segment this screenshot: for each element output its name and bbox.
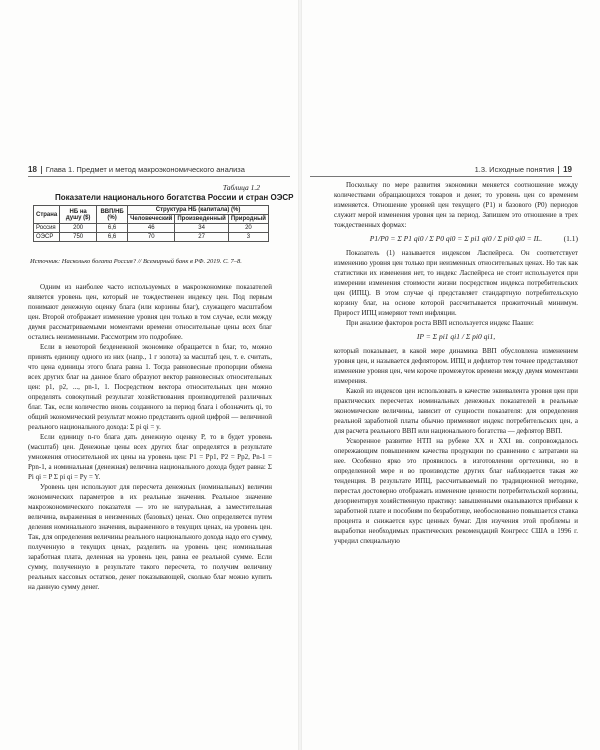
separator-bar xyxy=(558,166,559,174)
right-page xyxy=(300,0,600,750)
table-header: ВВП/НБ (%) xyxy=(97,206,128,224)
wealth-table xyxy=(33,205,269,242)
table-cell: ОЭСР xyxy=(34,233,60,242)
table-title: Показатели национального богатства России и стран ОЭСР xyxy=(55,193,294,202)
table-cell: 46 xyxy=(128,224,175,233)
table-row xyxy=(34,233,269,242)
paragraph: Ускоренное развитие НТП на рубеже XX и XXI вв. сопровождалось опережающим повышением качества продукции по сравнению с затратами на нее. Особенно ярко это проявилось в изготовлении оргтехники, но в определенной мере и во производстве других благ наблюдается такая же тенденция. В результате ИПЦ, рассчитываемый по традиционной методике, перестал достоверно отображать изменение ценности потребительской корзины, дезориентируя хозяйственную практику: завышенными оказываются прибавки к заработной плате и пособиям по безработице, необоснованно повышается ставка процента и снижается курс ценных бумаг. Для изучения этой проблемы и выработки необходимых практических рекомендаций Конгресс США в 1996 г. учредил специальную xyxy=(334,437,578,545)
table-subheader: Произведенный xyxy=(175,215,228,224)
table-cell: 70 xyxy=(128,233,175,242)
table-cell: 750 xyxy=(60,233,97,242)
table-subheader: Природный xyxy=(228,215,268,224)
paragraph: При анализе факторов роста ВВП используется индекс Пааше: xyxy=(346,319,534,327)
formula-text: P1/P0 = Σ P1 qi0 / Σ P0 qi0 = Σ pi1 qi0 / Σ pi0 qi0 = IL. xyxy=(369,234,543,243)
right-running-head xyxy=(310,165,572,177)
formula-text: IP = Σ pi1 qi1 / Σ pi0 qi1, xyxy=(416,332,496,341)
paragraph: Если единицу n-го блага дать денежную оценку P, то в будет уровень (масштаб) цен. Денежные цены всех других благ определятся в результате умножения относительной их цены на уровень цен: P1 = Pp1, P2 = Pp2, Pn-1 = Ppn-1, а номинальная (денежная) величина национального дохода будет равна: Σ Pi qi = P Σ pi qi = Py = Y. xyxy=(28,433,272,481)
right-body-text xyxy=(334,180,578,546)
table-subheader: Человеческий xyxy=(128,215,175,224)
left-running-head xyxy=(28,165,290,177)
table-cell: 3 xyxy=(228,233,268,242)
table-header: НБ на душу ($) xyxy=(60,206,97,224)
table-cell: 20 xyxy=(228,224,268,233)
paragraph: Уровень цен используют для пересчета денежных (номинальных) величин экономических параметров в их реальные значения. Реальное значение макроэкономического показателя — это не натуральная, а заместительная величина, выраженная в неизменных (базовых) ценах. Оно определяется путем деления номинального значения, выраженного в текущих ценах, на уровень цен. Так, для определения величины реального национального дохода надо его сумму, полученную в текущих ценах, разделить на уровень цен; номинальная заработная плата, деленная на уровень цен, равна ее реальной сумме. Если сумму, полученную в результате такого пересчета, то получим величину реальных кассовых остатков, денег показывающей, сколько благ можно купить на данную сумму денег. xyxy=(28,483,272,591)
paasche-formula xyxy=(334,332,578,342)
table-cell: 27 xyxy=(175,233,228,242)
table-cell: 34 xyxy=(175,224,228,233)
left-body-text xyxy=(28,282,272,592)
section-title: 1.3. Исходные понятия xyxy=(474,165,555,174)
table-row xyxy=(34,224,269,233)
table-cell: 6,6 xyxy=(97,224,128,233)
separator-bar xyxy=(41,166,42,174)
table-header: Структура НБ (капитала) (%) xyxy=(128,206,269,215)
paragraph: Показатель (1) называется индексом Ласпейреса. Он соответствует изменению уровня цен только при неизменных относительных ценах. Но так как статистики их изменения нет, то индекс Ласпейреса не стоит используется при измерении изменения стоимости жизни посредством индекса потребительских цен (ИПЦ). В этом случае qi представляет стандартную потребительскую корзину благ, на основе которой рассчитывается прожиточный минимум. Прирост ИПЦ измеряют темп инфляции. xyxy=(334,249,578,317)
paragraph: Поскольку по мере развития экономики меняется соотношение между количествами обращающихся товаров и денег, то уровень цен со временем изменяется. Отношение уровней цен текущего (P1) и базового (P0) периодов служит мерой изменения уровня цен за период. Запишем это отношение в трех тождественных формах: xyxy=(334,181,578,229)
right-page-number: 19 xyxy=(563,165,572,174)
table-cell: Россия xyxy=(34,224,60,233)
table-header-row xyxy=(34,206,269,215)
table-caption: Таблица 1.2 xyxy=(222,183,260,192)
paragraph: Какой из индексов цен использовать в качестве эквивалента уровня цен при практических пересчетах номинальных денежных показателей в реальные экономические величины, зависит от сущности показателя: для определения реальной заработной платы обычно применяют индекс потребительских цен, а для расчета реального ВВП или национального богатства — дефлятор ВВП. xyxy=(334,387,578,435)
paragraph: Одним из наиболее часто используемых в макроэкономике показателей является уровень цен, который не тождественен индексу цен. Под первым понимают денежную оценку блага (или корзины благ), служащего масштабом цен. Второй отображает изменение уровня цен только в том случае, если между двумя рассматриваемыми моментами времени относительные цены всех благ остались неизменными. Рассмотрим это подробнее. xyxy=(28,283,272,341)
table-cell: 6,6 xyxy=(97,233,128,242)
paragraph: Если в некоторой безденежной экономике обращается n благ, то, можно принять единицу одного из них (напр., 1 г золота) за масштаб цен, т. е. считать, что цена единицы этого блага равна 1. Тогда равновесные пропорции обмена всех других благ на данное благо образуют вектор равновесных относительных цен: p1, p2, ..., pn-1, 1. Посредством вектора относительных цен можно определять совокупный результат хозяйствования производителей различных благ. Так, если количество вновь созданного за период блага i обозначить qi, то общий экономический результат можно представить одной цифрой — величиной реального национального дохода: Σ pi qi = y. xyxy=(28,343,272,431)
table-source: Источник: Насколько богата Россия? // Всемирный банк в РФ. 2019. С. 7–8. xyxy=(30,258,242,265)
table-cell: 200 xyxy=(60,224,97,233)
laspeyres-formula xyxy=(334,234,578,244)
chapter-title: Глава 1. Предмет и метод макроэкономического анализа xyxy=(45,165,245,174)
left-page-number: 18 xyxy=(28,165,37,174)
paragraph: который показывает, в какой мере динамика ВВП обусловлена изменением уровня цен, и называется дефлятором. ИПЦ и дефлятор тем точнее представляют изменение уровня цен, чем короче промежуток времени между двумя моментами измерения. xyxy=(334,347,578,385)
formula-number: (1.1) xyxy=(563,234,578,243)
table-header: Страна xyxy=(34,206,60,224)
